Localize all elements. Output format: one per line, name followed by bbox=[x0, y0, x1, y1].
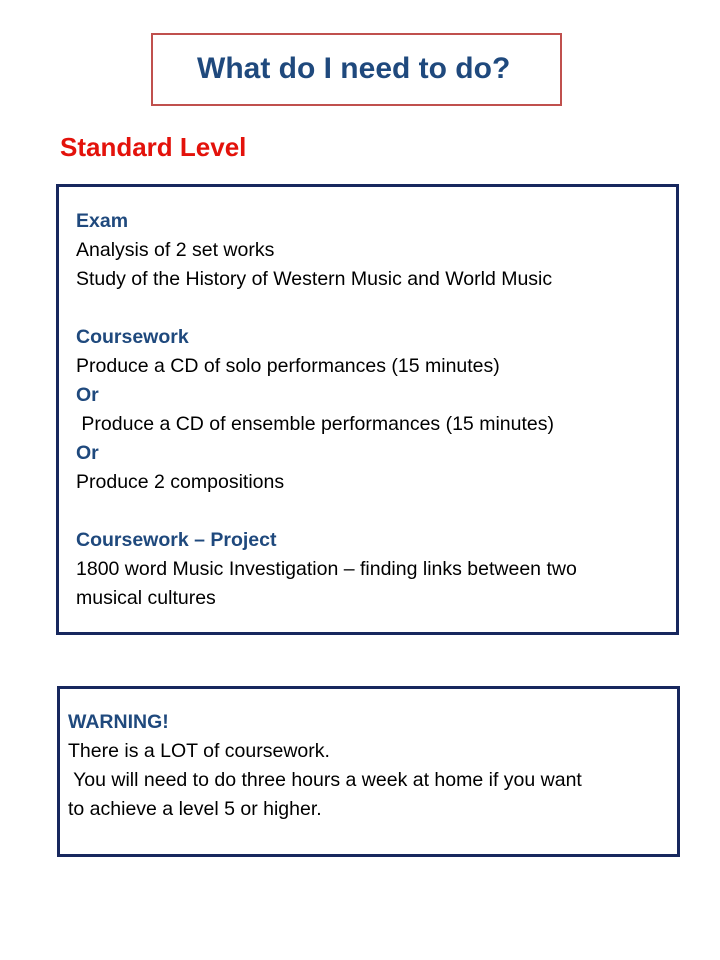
exam-heading: Exam bbox=[76, 210, 129, 232]
project-item: musical cultures bbox=[76, 587, 216, 609]
exam-item: Study of the History of Western Music and World Music bbox=[76, 268, 553, 290]
exam-item: Analysis of 2 set works bbox=[76, 239, 275, 261]
warning-heading: WARNING! bbox=[68, 711, 169, 733]
or-label: Or bbox=[76, 384, 99, 406]
page-title: What do I need to do? bbox=[197, 52, 511, 85]
warning-text: You will need to do three hours a week at home if you want bbox=[68, 769, 582, 791]
coursework-item: Produce a CD of ensemble performances (15 minutes) bbox=[76, 413, 554, 435]
project-item: 1800 word Music Investigation – finding links between two bbox=[76, 558, 577, 580]
warning-text: There is a LOT of coursework. bbox=[68, 740, 330, 762]
warning-box bbox=[57, 686, 680, 857]
title-box bbox=[151, 33, 562, 106]
spacer bbox=[76, 294, 676, 323]
project-heading: Coursework – Project bbox=[76, 529, 277, 551]
or-label: Or bbox=[76, 442, 99, 464]
coursework-item: Produce a CD of solo performances (15 minutes) bbox=[76, 355, 500, 377]
spacer bbox=[76, 497, 676, 526]
requirements-box bbox=[56, 184, 679, 635]
coursework-heading: Coursework bbox=[76, 326, 189, 348]
warning-text: to achieve a level 5 or higher. bbox=[68, 798, 322, 820]
coursework-item: Produce 2 compositions bbox=[76, 471, 285, 493]
section-heading: Standard Level bbox=[60, 132, 247, 162]
